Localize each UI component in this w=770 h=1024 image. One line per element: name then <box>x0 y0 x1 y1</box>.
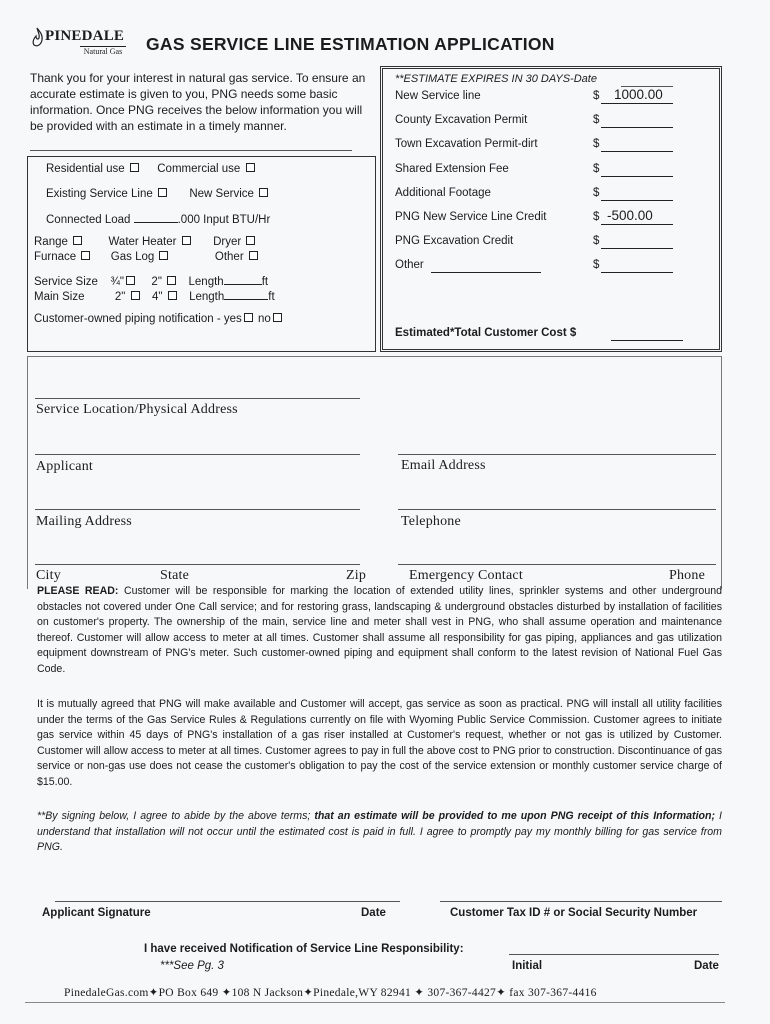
furnace-label: Furnace <box>34 251 77 263</box>
page-title: GAS SERVICE LINE ESTIMATION APPLICATION <box>146 34 555 54</box>
notification-label: I have received Notification of Service Line Responsibility: <box>144 943 464 955</box>
estimate-item-label: Town Excavation Permit-dirt <box>395 138 538 150</box>
main-length-field[interactable] <box>224 289 268 300</box>
signing-text-a: **By signing below, I agree to abide by the above terms; <box>37 810 311 822</box>
city-label: City <box>36 568 61 583</box>
estimate-amount: -500.00 <box>607 208 653 223</box>
service-length-label: Length <box>188 276 224 288</box>
estimate-dollar: $ <box>593 138 600 150</box>
initial-label: Initial <box>512 960 543 972</box>
applicant-field[interactable] <box>35 454 360 455</box>
piping-no-checkbox[interactable] <box>273 313 282 322</box>
estimate-item-label: New Service line <box>395 90 481 102</box>
emergency-phone-label: Phone <box>669 568 705 583</box>
applicant-info-box <box>27 356 722 589</box>
initial-date-field[interactable] <box>509 954 719 955</box>
dryer-label: Dryer <box>213 236 242 248</box>
other-description-field[interactable] <box>431 272 541 273</box>
estimate-dollar: $ <box>593 187 600 199</box>
estimated-total-label: Estimated*Total Customer Cost $ <box>395 327 577 339</box>
main-size-a: 2" <box>114 291 126 303</box>
new-service-checkbox[interactable] <box>259 188 268 197</box>
please-read-paragraph <box>37 584 722 678</box>
tax-id-label: Customer Tax ID # or Social Security Number <box>450 907 698 919</box>
tax-id-field[interactable] <box>440 901 722 902</box>
estimate-item-label: County Excavation Permit <box>395 114 528 126</box>
estimate-amount-field[interactable] <box>601 235 673 249</box>
service-length-field[interactable] <box>224 274 262 285</box>
service-location-label: Service Location/Physical Address <box>36 402 238 417</box>
signature-date-label: Date <box>361 907 386 919</box>
main-size-label: Main Size <box>34 291 85 303</box>
estimate-item-label: Other <box>395 259 424 271</box>
piping-no-label: no <box>257 313 271 325</box>
connected-load-suffix: .000 Input BTU/Hr <box>177 214 271 226</box>
estimate-amount-field[interactable] <box>601 187 673 201</box>
other-appliance-label: Other <box>214 251 244 263</box>
estimate-amount: 1000.00 <box>614 87 663 102</box>
water-heater-label: Water Heater <box>108 236 177 248</box>
range-label: Range <box>34 236 68 248</box>
service-size-label: Service Size <box>34 276 98 288</box>
residential-checkbox[interactable] <box>130 163 139 172</box>
telephone-field[interactable] <box>398 509 716 510</box>
agreement-paragraph: It is mutually agreed that PNG will make available and Customer will accept, gas service as soon as practical. PNG will install all utility facilities under the terms of the Gas Service Rules & Regulations currently on file with Wyoming Public Service Commission. Customer agrees to initiate gas service within 45 days of PNG's installation of a gas riser installed at Customer's request, whether or not gas is utilized by Customer. Customer will allow access to meter at all times. Customer agrees to pay in full the above cost to PNG prior to construction. Discontinuance of gas service or non-gas use does not cease the customer's obligation to pay the cost of the service extension or monthly customer service charge of $15.00. <box>37 698 722 788</box>
telephone-label: Telephone <box>401 514 461 529</box>
residential-label: Residential use <box>46 163 125 175</box>
logo-brand: PINEDALE <box>45 28 125 44</box>
service-options-box <box>27 156 376 352</box>
service-size-a-checkbox[interactable] <box>126 276 135 285</box>
estimate-amount-field[interactable] <box>601 138 673 152</box>
estimate-amount-field[interactable] <box>601 259 673 273</box>
gas-log-label: Gas Log <box>110 251 155 263</box>
service-length-unit: ft <box>261 276 269 288</box>
other-appliance-checkbox[interactable] <box>249 251 258 260</box>
dryer-checkbox[interactable] <box>246 236 255 245</box>
city-state-zip-field[interactable] <box>35 564 360 565</box>
emergency-contact-label: Emergency Contact <box>409 568 523 583</box>
zip-label: Zip <box>346 568 367 583</box>
estimate-amount-field[interactable] <box>601 114 673 128</box>
footer-contact: PinedaleGas.com✦PO Box 649 ✦108 N Jackson✦Pinedale,WY 82941 ✦ 307-367-4427✦ fax 307-367-4416 <box>64 987 597 999</box>
please-read-label: PLEASE READ: <box>37 585 119 597</box>
service-size-a: ¾" <box>110 276 125 288</box>
estimate-item-label: PNG New Service Line Credit <box>395 211 547 223</box>
applicant-signature-label: Applicant Signature <box>42 907 151 919</box>
range-checkbox[interactable] <box>73 236 82 245</box>
gas-log-checkbox[interactable] <box>159 251 168 260</box>
signing-text-c: I understand that installation will not occur until the estimated cost is paid in full. I agree to promptly pay my monthly billing for gas service from PNG. <box>37 810 722 854</box>
estimated-total-field[interactable] <box>611 340 683 341</box>
water-heater-checkbox[interactable] <box>182 236 191 245</box>
commercial-label: Commercial use <box>157 163 241 175</box>
estimate-item-label: PNG Excavation Credit <box>395 235 514 247</box>
piping-notification-label: Customer-owned piping notification - yes <box>34 313 242 325</box>
applicant-signature-field[interactable] <box>55 901 400 902</box>
signing-paragraph <box>37 809 722 856</box>
estimate-expiry: **ESTIMATE EXPIRES IN 30 DAYS-Date <box>395 73 597 85</box>
logo-subtitle: Natural Gas <box>80 46 126 56</box>
service-size-b: 2" <box>151 276 162 288</box>
estimate-dollar: $ <box>593 90 600 102</box>
estimate-box <box>380 66 722 352</box>
estimate-dollar: $ <box>593 211 600 223</box>
piping-yes-checkbox[interactable] <box>244 313 253 322</box>
new-service-label: New Service <box>189 188 254 200</box>
existing-line-checkbox[interactable] <box>158 188 167 197</box>
furnace-checkbox[interactable] <box>81 251 90 260</box>
estimate-item-label: Additional Footage <box>395 187 491 199</box>
footer-divider <box>25 1002 725 1003</box>
signing-text-b: that an estimate will be provided to me upon PNG receipt of this Information; <box>314 810 716 822</box>
connected-load-label: Connected Load <box>46 214 131 226</box>
estimate-item-label: Shared Extension Fee <box>395 163 509 175</box>
flame-icon <box>30 26 46 50</box>
main-length-label: Length <box>189 291 225 303</box>
intro-underline <box>30 150 352 151</box>
initial-date-label: Date <box>694 960 719 972</box>
main-size-b-checkbox[interactable] <box>168 291 177 300</box>
company-logo <box>30 24 130 60</box>
please-read-text: Customer will be responsible for marking the location of extended utility lines, sprinkler systems and other underground obstacles not covered under One Call service; and for restoring grass, landscaping & underground obstacles disturbed by installation of facilities on customer's property. The ownership of the main, service line and meter shall vest in PNG, who shall assume operation and maintenance thereof. Customer will allow access to meter at all times. Customer shall assume all responsibility for gas piping, appliances and gas utilization equipment downstream of PNG's meter. Such customer-owned piping and equipment shall conform to the latest revision of National Fuel Gas Code. <box>37 585 722 675</box>
service-size-b-checkbox[interactable] <box>167 276 176 285</box>
main-size-b: 4" <box>152 291 163 303</box>
email-field[interactable] <box>398 454 716 455</box>
applicant-label: Applicant <box>36 459 94 474</box>
email-label: Email Address <box>401 458 486 473</box>
mailing-address-field[interactable] <box>35 509 360 510</box>
estimate-dollar: $ <box>593 163 600 175</box>
main-size-a-checkbox[interactable] <box>131 291 140 300</box>
existing-line-label: Existing Service Line <box>46 188 153 200</box>
commercial-checkbox[interactable] <box>246 163 255 172</box>
service-location-field[interactable] <box>35 398 360 399</box>
estimate-amount-field[interactable] <box>601 163 673 177</box>
estimate-dollar: $ <box>593 259 600 271</box>
mailing-address-label: Mailing Address <box>36 514 132 529</box>
intro-text: Thank you for your interest in natural gas service. To ensure an accurate estimate is given to you, PNG needs some basic information. Once PNG receives the below information you will be provided with an estimate in a timely manner. <box>30 71 366 133</box>
connected-load-field[interactable] <box>134 212 178 223</box>
see-page-note: ***See Pg. 3 <box>160 960 224 972</box>
estimate-dollar: $ <box>593 235 600 247</box>
main-length-unit: ft <box>268 291 275 303</box>
state-label: State <box>160 568 189 583</box>
emergency-contact-field[interactable] <box>398 564 716 565</box>
estimate-dollar: $ <box>593 114 600 126</box>
